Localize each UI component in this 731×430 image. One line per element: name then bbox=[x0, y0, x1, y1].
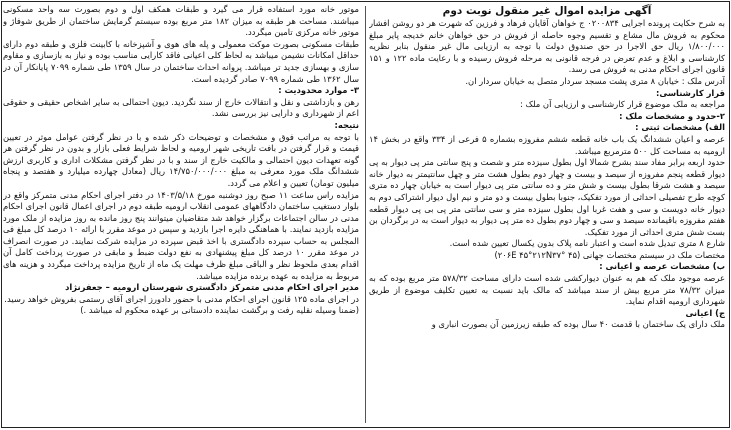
section-je-heading: ج) اعیانی bbox=[685, 307, 725, 318]
note-text: شارع ۸ متری تبدیل شده است و اعتبار نامه پلاک بدون یکسال تعیین شده است. bbox=[449, 238, 725, 249]
section-be-heading: ب) مشخصات عرصه و اعیانی : bbox=[599, 261, 725, 272]
section-2-heading: ۲-حدود و مشخصات ملک : bbox=[619, 110, 725, 121]
column-divider bbox=[365, 6, 366, 423]
signature-note: در اجرای ماده ۱۲۵ قانون اجرای احکام مدنی با حضور دادورز اجرای آقای رستمی بفروش خواهد رسید. bbox=[4, 293, 359, 304]
result-heading: نتیجه: bbox=[334, 119, 359, 130]
notice-column-right bbox=[369, 4, 725, 427]
coordinates-text: مختصات ملک در سیستم مختصات جهانی (۲۰۶E ۴۵°۲۱۲N۳۷° ۴۵) bbox=[494, 249, 725, 260]
notice-title: آگهی مزایده اموال غیر منقول نوبت دوم bbox=[442, 5, 652, 17]
area-text: عرصه موجود ملک که هم به عنوان دیوارکشی شده است دارای مساحت ۵۷۸/۳۲ متر مربع بوده که به میزان ۷۸/۳۲ متر مربع بیش از سند میباشد که مالک باید نسبت به تعیین تکلیف موضوع از طریق شهرداری ارومیه اقدام نماید. bbox=[369, 273, 725, 307]
auction-text: مزایده راس ساعت ۱۱ صبح روز دوشنبه مورخ ۱۴۰۳/۵/۱۸ در دفتر اجرای احکام مدنی متمرکز واقع در بلوار دستغیب ساختمان دادگاههای عمومی انقلاب ارومیه طبقه دوم در اجرای اعمال قانون اجرای احکام مدنی در سالن اجتماعات برگزار خواهد شد متقاضیان میتوانند پنج روز مانده به روز مزایده از ملک مورد مزایده بازدید نمایند. با هماهنگی دایره اجرا بازدید و سپس در موعد مقرر با ارائه ۱۰ درصد کل مبلغ فی المجلس به حساب سپرده دادگستری با اخذ قبض سپرده در مزایده شرکت نمایند. در صورت انصراف در موعد مقرر ۱۰ درصد کل مبلغ پیشنهادی به نفع دولت ضبط و مابقی در صورت پرداخت کامل آن اقدام بعدی ملحوظ نظر و الباقی مبلغ ظرف مهلت یک ماه از تاریخ مزایده پرداخت میگردد و هزینه های مربوط به مزایده به عهده برنده مزایده میباشد. bbox=[3, 189, 359, 281]
notice-column-left bbox=[3, 4, 359, 427]
expert-heading: قرار کارشناسی: bbox=[656, 87, 725, 98]
section-alef-heading: الف) مشخصات ثبتی : bbox=[635, 122, 725, 133]
notice-page bbox=[1, 1, 730, 428]
property-address: آدرس ملک : خیابان ۸ متری پشت مسجد سردار متصل به خیابان سردار ان. bbox=[465, 75, 725, 86]
result-text: با توجه به مراتب فوق و مشخصات و توضیحات ذکر شده و با در نظر گرفتن عوامل موثر در تعیین قیمت و قرار گرفتن در بافت تاریخی شهر ارومیه و لحاظ شرایط فعلی بازار و بدون در نظر گرفتن هر گونه تعهدات دیون احتمالی و مالکیت خارج از سند و با در نظر گرفتن مشکلات اداری و کاربری ارزش ششدانگ ملک مورد معرفی به مبلغ ۱۴/۷۵۰/۰۰۰/۰۰۰ ریال (معادل چهارده میلیارد و هفتصد و پنجاه میلیون تومان) تعیین و اعلام می گردد. bbox=[3, 131, 359, 188]
notice-intro: به شرح حکایت پرونده اجرایی ۰۲۰۰۸۳۴ ج خواهان آقایان فرهاد و فرزین که شهرت هر دو روشن افشار محکوم به فروش مال مشاع و تقسیم وجوه حاصله از فروش در حق خواهان خانم خدیجه پایر مبلغ ۱/۸۰۰/۰۰۰ ریال حق الاجرا در حق صندوق دولت با توجه به ارزیابی مال غیر منقول بنابر نظریه کارشناسی و ابلاغ و عدم تعرض در فرجه قانونی به مرحله فروش رسیده و با رعایت ماده ۱۲۲ و ۱۵۱ قانون اجرای احکام مدنی به فروش می رسد. bbox=[369, 18, 725, 75]
registry-text: عرصه و اعیان ششدانگ یک باب خانه قطعه ششم مفروزه بشماره ۵ فرعی از ۳۳۴ واقع در بخش ۱۴ ارومیه به مساحت کل ۵۰۰ مترمربع میباشد. bbox=[369, 133, 725, 156]
expert-text: مراجعه به ملک موضوع قرار کارشناسی و ارزیابی آن ملک : bbox=[520, 99, 725, 110]
section-3-heading: ۳- موارد محدودیت : bbox=[278, 85, 359, 96]
signature: مدیر اجرای احکام مدنی متمرکز دادگستری شهرستان ارومیه – جعفرنژاد bbox=[65, 282, 359, 293]
building-continued-text: موتور خانه مورد استفاده قرار می گیرد و طبقات همکف اول و دوم بصورت سه واحد مسکونی میباشند. مساحت هر طبقه به میزان ۱۸۲ متر مربع بوده سیستم گرمایش ساختمان از طریق شوفاژ و موتور خانه مرکزی تامین میگردد. bbox=[3, 4, 359, 38]
final-note: (ضمنا وسیله نقلیه رفت و برگشت نماینده دادستانی بر عهده محکوم له میباشد .) bbox=[80, 305, 359, 316]
floors-text: طبقات مسکونی بصورت موکت معمولی و پله های هوی و آشپزخانه با کابینت فلزی و طبقه دوم دارای حداقل امکانات نشیمن میباشد به لحاظ کلی اعیانی فاقد کارایی مناسب بوده و نیاز به بازسازی و مقاوم سازی و بهسازی جدید تر میباشد. پروانه احداث ساختمان در سال ۱۳۵۹ طی شماره ۷۰۹۹ پایانکار آن در سال ۱۳۶۲ طی شماره ۷۰۹۹ صادر گردیده است. bbox=[3, 38, 359, 84]
restrictions-text: رهن و بازداشتی و نقل و انتقالات خارج از سند نگردید. دیون احتمالی به سایر اشخاص حقیقی و حقوقی اعم از شهرداری و دارایی نیز بررسی نشد. bbox=[3, 96, 359, 119]
bounds-text: حدود اربعه برابر مفاد سند بشرح شمالا اول بطول سیزده متر و شصت و پنج سانتی متر پی دیوار به پی دیوار قطعه پنجم مفروزه از سیصد و بیست و چهار دوم بطول هشت متر و چهل سانتیمتر به دیوار خانه سیصد و هشت شرقا بطول بیست و شش متر و ده سانتی متر پی دیوار است به خیابان چهار ده متری کوچه طرح تفصیلی احداثی از مورد تفکیک، جنوبا بطول بیست و دو متر و نیم اول دیوار اشتراکی دوم به دیوار خانه دویست و سی و هفت غربا اول بطول سیزده متر و سی سانتی متر پی بی پی دیوار قطعه هفتم مفروزه باقیمانده سیصد و سی و چهار دوم بطول ده متر پی دیوار به دیوار است به در برگردان بن بست شش متری احداثی از مورد تفکیک. bbox=[369, 157, 725, 237]
building-text: ملک دارای یک ساختمان با قدمت ۴۰ سال بوده که طبقه زیرزمین آن بصورت انباری و bbox=[431, 319, 725, 330]
